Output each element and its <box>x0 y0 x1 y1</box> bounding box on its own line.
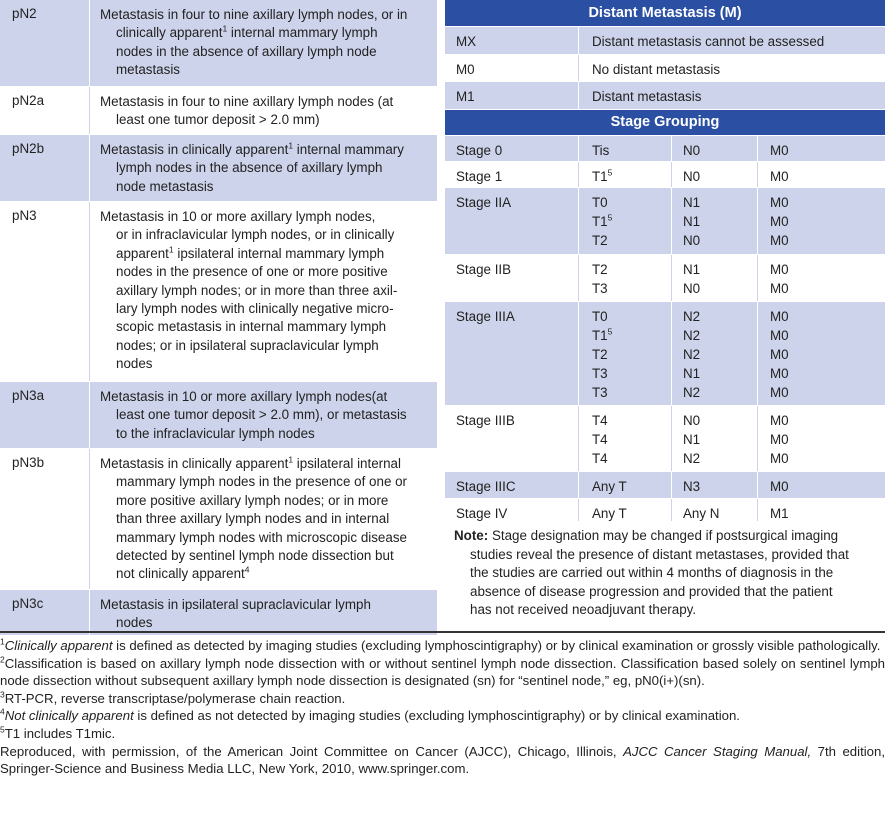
stage-note: Note: Stage designation may be changed if postsurgical imaging studies reveal the presence of distant metastases, provided that the studies are carried out within 4 months of diagnosis in the absence of disease progression and provided that the patient has not received neoadjuvant therapy. <box>445 521 885 631</box>
row-code: pN3b <box>12 455 45 470</box>
table-row: Stage 0 Tis N0 M0 <box>445 135 885 161</box>
table-row: Stage IIIB T4 T4 T4 N0 N1 N2 M0 M0 M0 <box>445 405 885 471</box>
footnotes <box>0 637 885 778</box>
row-description: Metastasis in 10 or more axillary lymph nodes(at least one tumor deposit > 2.0 mm), or metastasis to the infraclavicular lymph nodes <box>89 382 437 448</box>
table-row <box>0 135 437 202</box>
table-row <box>0 0 437 87</box>
table-row: MX Distant metastasis cannot be assessed <box>445 26 885 54</box>
table-row <box>0 87 437 135</box>
stage-grouping-header: Stage Grouping <box>445 110 885 135</box>
table-row <box>0 449 437 590</box>
table-row: M0 No distant metastasis <box>445 54 885 81</box>
row-code: pN3 <box>12 208 37 223</box>
row-description: Metastasis in ipsilateral supraclavicular lymph nodes <box>89 590 437 635</box>
table-row: Stage 1 $T1^5$ N0 M0 <box>445 161 885 187</box>
row-code: pN2a <box>12 93 45 108</box>
divider <box>0 631 885 633</box>
footnote-1: $^1$Clinically apparent is defined as detected by imaging studies (excluding lymphoscintigraphy) or by clinical examination or grossly visible pathologically. <box>0 636 881 653</box>
row-code: pN3a <box>12 388 45 403</box>
row-code: pN2b <box>12 141 45 156</box>
metastasis-stage-tables <box>445 0 885 618</box>
footnote-5: $^5$T1 includes T1mic. <box>0 724 116 741</box>
table-row: Stage IV Any T Any N M1 <box>445 498 885 525</box>
row-description: Metastasis in clinically apparent$^1$ ipsilateral internal mammary lymph nodes in the presence of one or more positive axillary lymph nodes; or in more than three axillary lymph nodes and in internal mammary lymph nodes with microscopic disease detected by sentinel lymph node dissection but not clinically apparent$^4$ <box>89 449 437 589</box>
pn-classification-table <box>0 0 437 636</box>
table-row <box>0 202 437 382</box>
table-row: Stage IIB T2 T3 N1 N0 M0 M0 <box>445 254 885 301</box>
footnote-4: $^4$Not clinically apparent is defined as not detected by imaging studies (excluding lymphoscintigraphy) or by clinical examination. <box>0 706 740 724</box>
distant-metastasis-header: Distant Metastasis (M) <box>445 0 885 26</box>
reproduction-credit: Reproduced, with permission, of the American Joint Committee on Cancer (AJCC), Chicago, Illinois, AJCC Cancer Staging Manual, 7th edition, Springer-Science and Business Media LLC, New York, 2010, www.springer.com. <box>0 743 885 777</box>
row-description: Metastasis in four to nine axillary lymph nodes, or in clinically apparent$^1$ internal mammary lymph nodes in the absence of axillary lymph node metastasis <box>89 0 437 86</box>
table-row <box>0 590 437 636</box>
row-description: Metastasis in four to nine axillary lymph nodes (at least one tumor deposit > 2.0 mm) <box>89 87 437 134</box>
table-row: Stage IIIA T0 $T1^5$ T2 T3 T3 N2 N2 N2 N1 N2 M0 M0 M0 M0 M0 <box>445 301 885 405</box>
row-code: pN2 <box>12 6 37 21</box>
table-row: Stage IIIC Any T N3 M0 <box>445 471 885 498</box>
row-description: Metastasis in clinically apparent$^1$ internal mammary lymph nodes in the absence of axillary lymph node metastasis <box>89 135 437 201</box>
row-code: pN3c <box>12 596 44 611</box>
table-row <box>0 382 437 449</box>
table-row: M1 Distant metastasis <box>445 81 885 109</box>
table-row: Stage IIA T0 $T1^5$ T2 N1 N1 N0 M0 M0 M0 <box>445 187 885 254</box>
note-label: Note: <box>454 528 489 543</box>
footnote-3: $^3$RT-PCR, reverse transcriptase/polymerase chain reaction. <box>0 689 346 706</box>
footnote-2: $^2$Classification is based on axillary lymph node dissection with or without sentinel lymph node dissection. Classification based solely on sentinel lymph node dissection without subsequent axillary lymph node dissection is designated (sn) for “sentinel node,” eg, pN0(i+)(sn). <box>0 654 885 689</box>
row-description: Metastasis in 10 or more axillary lymph nodes, or in infraclavicular lymph nodes, or in clinically apparent$^1$ ipsilateral internal mammary lymph nodes in the presence of one or more positive axillary lymph nodes; or in more than three axil- lary lymph nodes with clinically negative micro- scopic metastasis in internal mammary lymph nodes; or in ipsilateral supraclavicular lymph nodes <box>89 202 437 381</box>
